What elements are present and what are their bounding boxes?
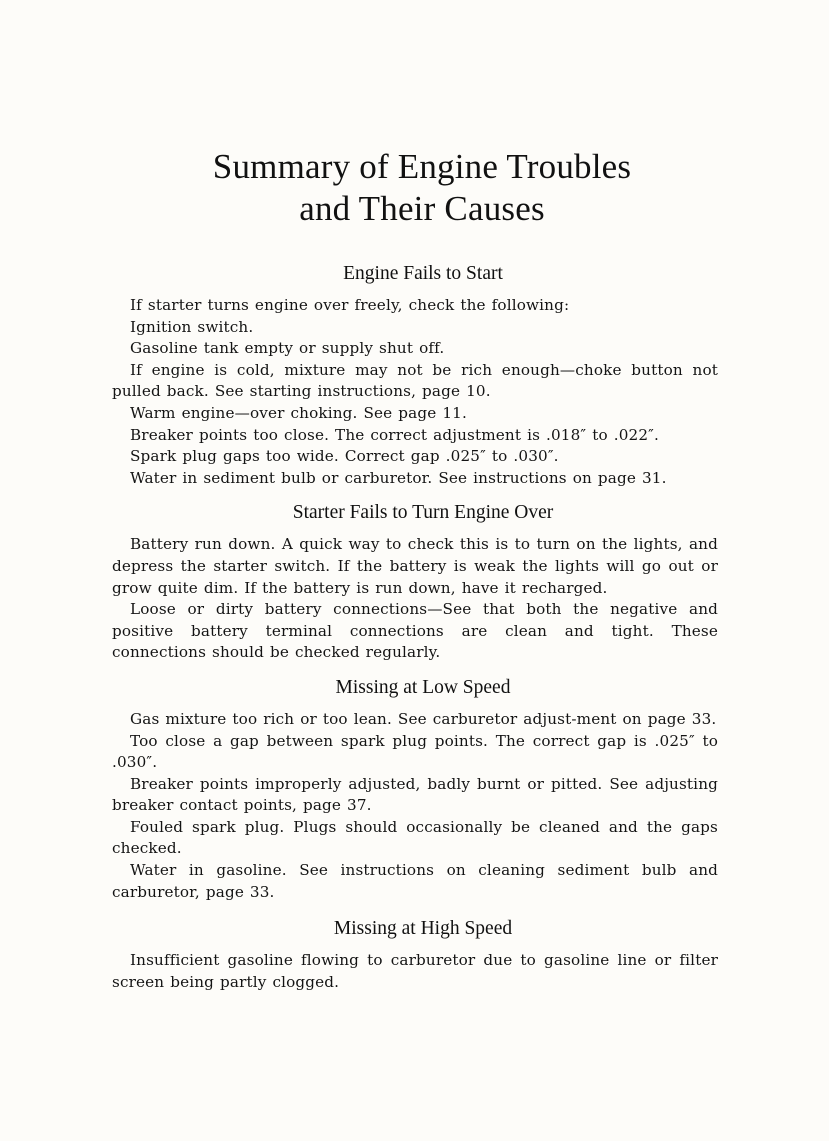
section-heading: Missing at Low Speed [335, 676, 511, 698]
paragraph: Insufficient gasoline flowing to carburetor due to gasoline line or filter screen being partly clogged. [112, 951, 718, 991]
paragraph: Battery run down. A quick way to check this is to turn on the lights, and depress the starter switch. If the battery is weak the lights will go out or grow quite dim. If the battery is run down, have it recharged. [112, 535, 718, 597]
paragraph: Ignition switch. [130, 317, 254, 336]
paragraph: Too close a gap between spark plug points. The correct gap is .025″ to .030″. [112, 731, 718, 772]
section-missing-low-speed [112, 676, 718, 903]
paragraph: If engine is cold, mixture may not be rich enough—choke button not pulled back. See starting instructions, page 10. [112, 360, 718, 401]
page-title [112, 146, 718, 230]
paragraph: If starter turns engine over freely, check the following: [130, 296, 570, 314]
paragraph: Loose or dirty battery connections—See that both the negative and positive battery terminal connections are clean and tight. These connections should be checked regularly. [112, 600, 718, 662]
section-starter-fails [112, 501, 718, 664]
paragraph: Fouled spark plug. Plugs should occasionally be cleaned and the gaps checked. [112, 817, 718, 858]
section-engine-fails-to-start [112, 262, 718, 489]
paragraph: Warm engine—over choking. See page 11. [130, 403, 467, 422]
paragraph: Gasoline tank empty or supply shut off. [130, 339, 445, 358]
paragraph: Breaker points improperly adjusted, badly burnt or pitted. See adjusting breaker contact points, page 37. [112, 774, 718, 815]
section-missing-high-speed [112, 917, 718, 993]
section-heading: Starter Fails to Turn Engine Over [292, 502, 554, 524]
section-heading: Missing at High Speed [333, 918, 513, 940]
paragraph: Gas mixture too rich or too lean. See carburetor adjust-ment on page 33. [130, 709, 717, 728]
title-line-1: Summary of Engine Troubles [212, 147, 632, 186]
paragraph: Water in gasoline. See instructions on cleaning sediment bulb and carburetor, page 33. [112, 861, 718, 901]
paragraph: Spark plug gaps too wide. Correct gap .025″ to .030″. [130, 447, 559, 466]
section-heading: Engine Fails to Start [343, 263, 503, 284]
document-page [112, 146, 718, 993]
title-line-2: and Their Causes [299, 189, 545, 228]
paragraph: Breaker points too close. The correct adjustment is .018″ to .022″. [130, 425, 659, 444]
paragraph: Water in sediment bulb or carburetor. See instructions on page 31. [130, 468, 667, 487]
